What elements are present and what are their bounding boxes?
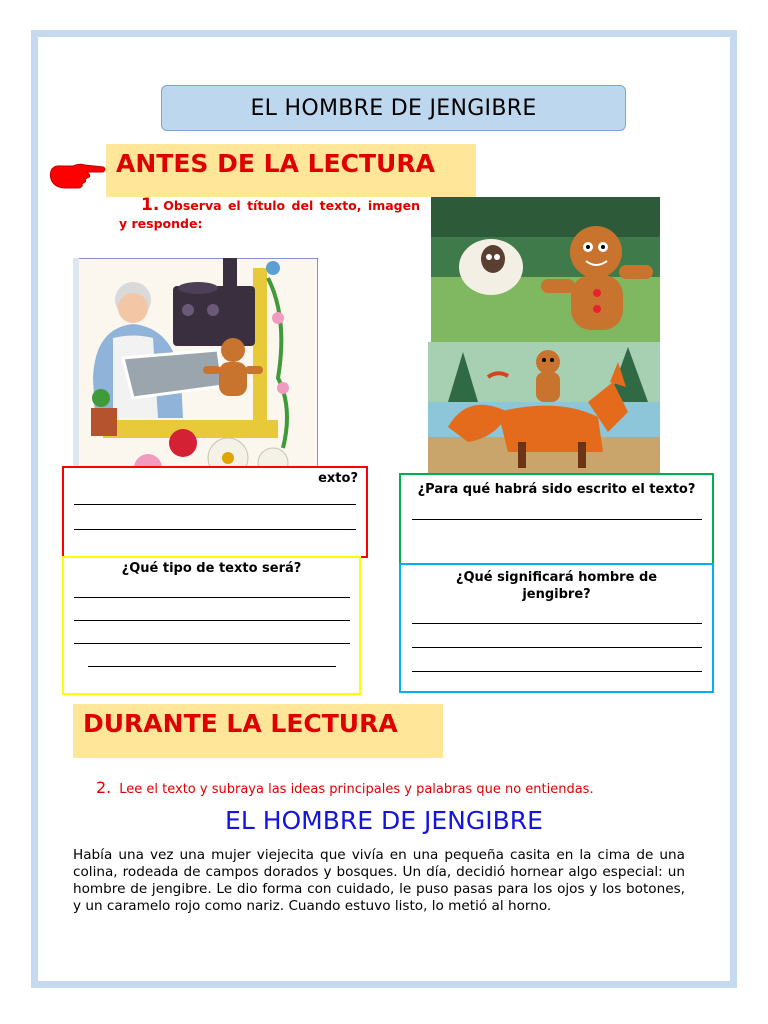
gingerbread-sheep-illustration <box>431 197 660 342</box>
answer-line[interactable] <box>88 666 336 667</box>
question-box-purpose <box>399 473 714 565</box>
question-what-says: exto? <box>318 471 358 486</box>
page-title: EL HOMBRE DE JENGIBRE <box>161 85 626 131</box>
step1-instruction <box>119 196 420 233</box>
answer-line[interactable] <box>412 647 702 648</box>
during-reading-heading: DURANTE LA LECTURA <box>73 704 443 758</box>
question-box-meaning <box>399 563 714 693</box>
step2-instruction <box>96 778 594 797</box>
question-box-text-type <box>62 556 361 695</box>
answer-line[interactable] <box>74 620 350 621</box>
answer-line[interactable] <box>74 643 350 644</box>
step2-number: 2. <box>96 778 112 797</box>
answer-line[interactable] <box>74 504 356 505</box>
answer-line[interactable] <box>412 671 702 672</box>
question-purpose: ¿Para qué habrá sido escrito el texto? <box>417 482 696 497</box>
story-paragraph: Había una vez una mujer viejecita que vivía en una pequeña casita en la cima de una colina, rodeada de campos dorados y bosques. Un día, decidió hornear algo especial: un hombre de jengibre. Le dio forma con cuidado, le puso pasas para los ojos y los botones, y un caramelo rojo como nariz. Cuando estuvo listo, lo metió al horno. <box>73 847 685 914</box>
answer-line[interactable] <box>412 623 702 624</box>
answer-line[interactable] <box>74 529 356 530</box>
pointing-hand-icon <box>49 157 107 193</box>
step2-text: Lee el texto y subraya las ideas principales y palabras que no entiendas. <box>119 782 594 797</box>
step1-number: 1. <box>141 195 160 215</box>
question-meaning: ¿Qué significará hombre de jengibre? <box>455 570 658 602</box>
step1-text: Observa el título del texto, imagen y responde: <box>119 198 420 231</box>
answer-line[interactable] <box>74 597 350 598</box>
grandma-illustration <box>73 258 318 488</box>
answer-line[interactable] <box>412 519 702 520</box>
gingerbread-fox-illustration <box>428 342 660 474</box>
story-title: EL HOMBRE DE JENGIBRE <box>225 806 543 835</box>
question-text-type: ¿Qué tipo de texto será? <box>121 561 302 576</box>
before-reading-heading: ANTES DE LA LECTURA <box>106 144 476 197</box>
question-box-what-says <box>62 466 368 558</box>
